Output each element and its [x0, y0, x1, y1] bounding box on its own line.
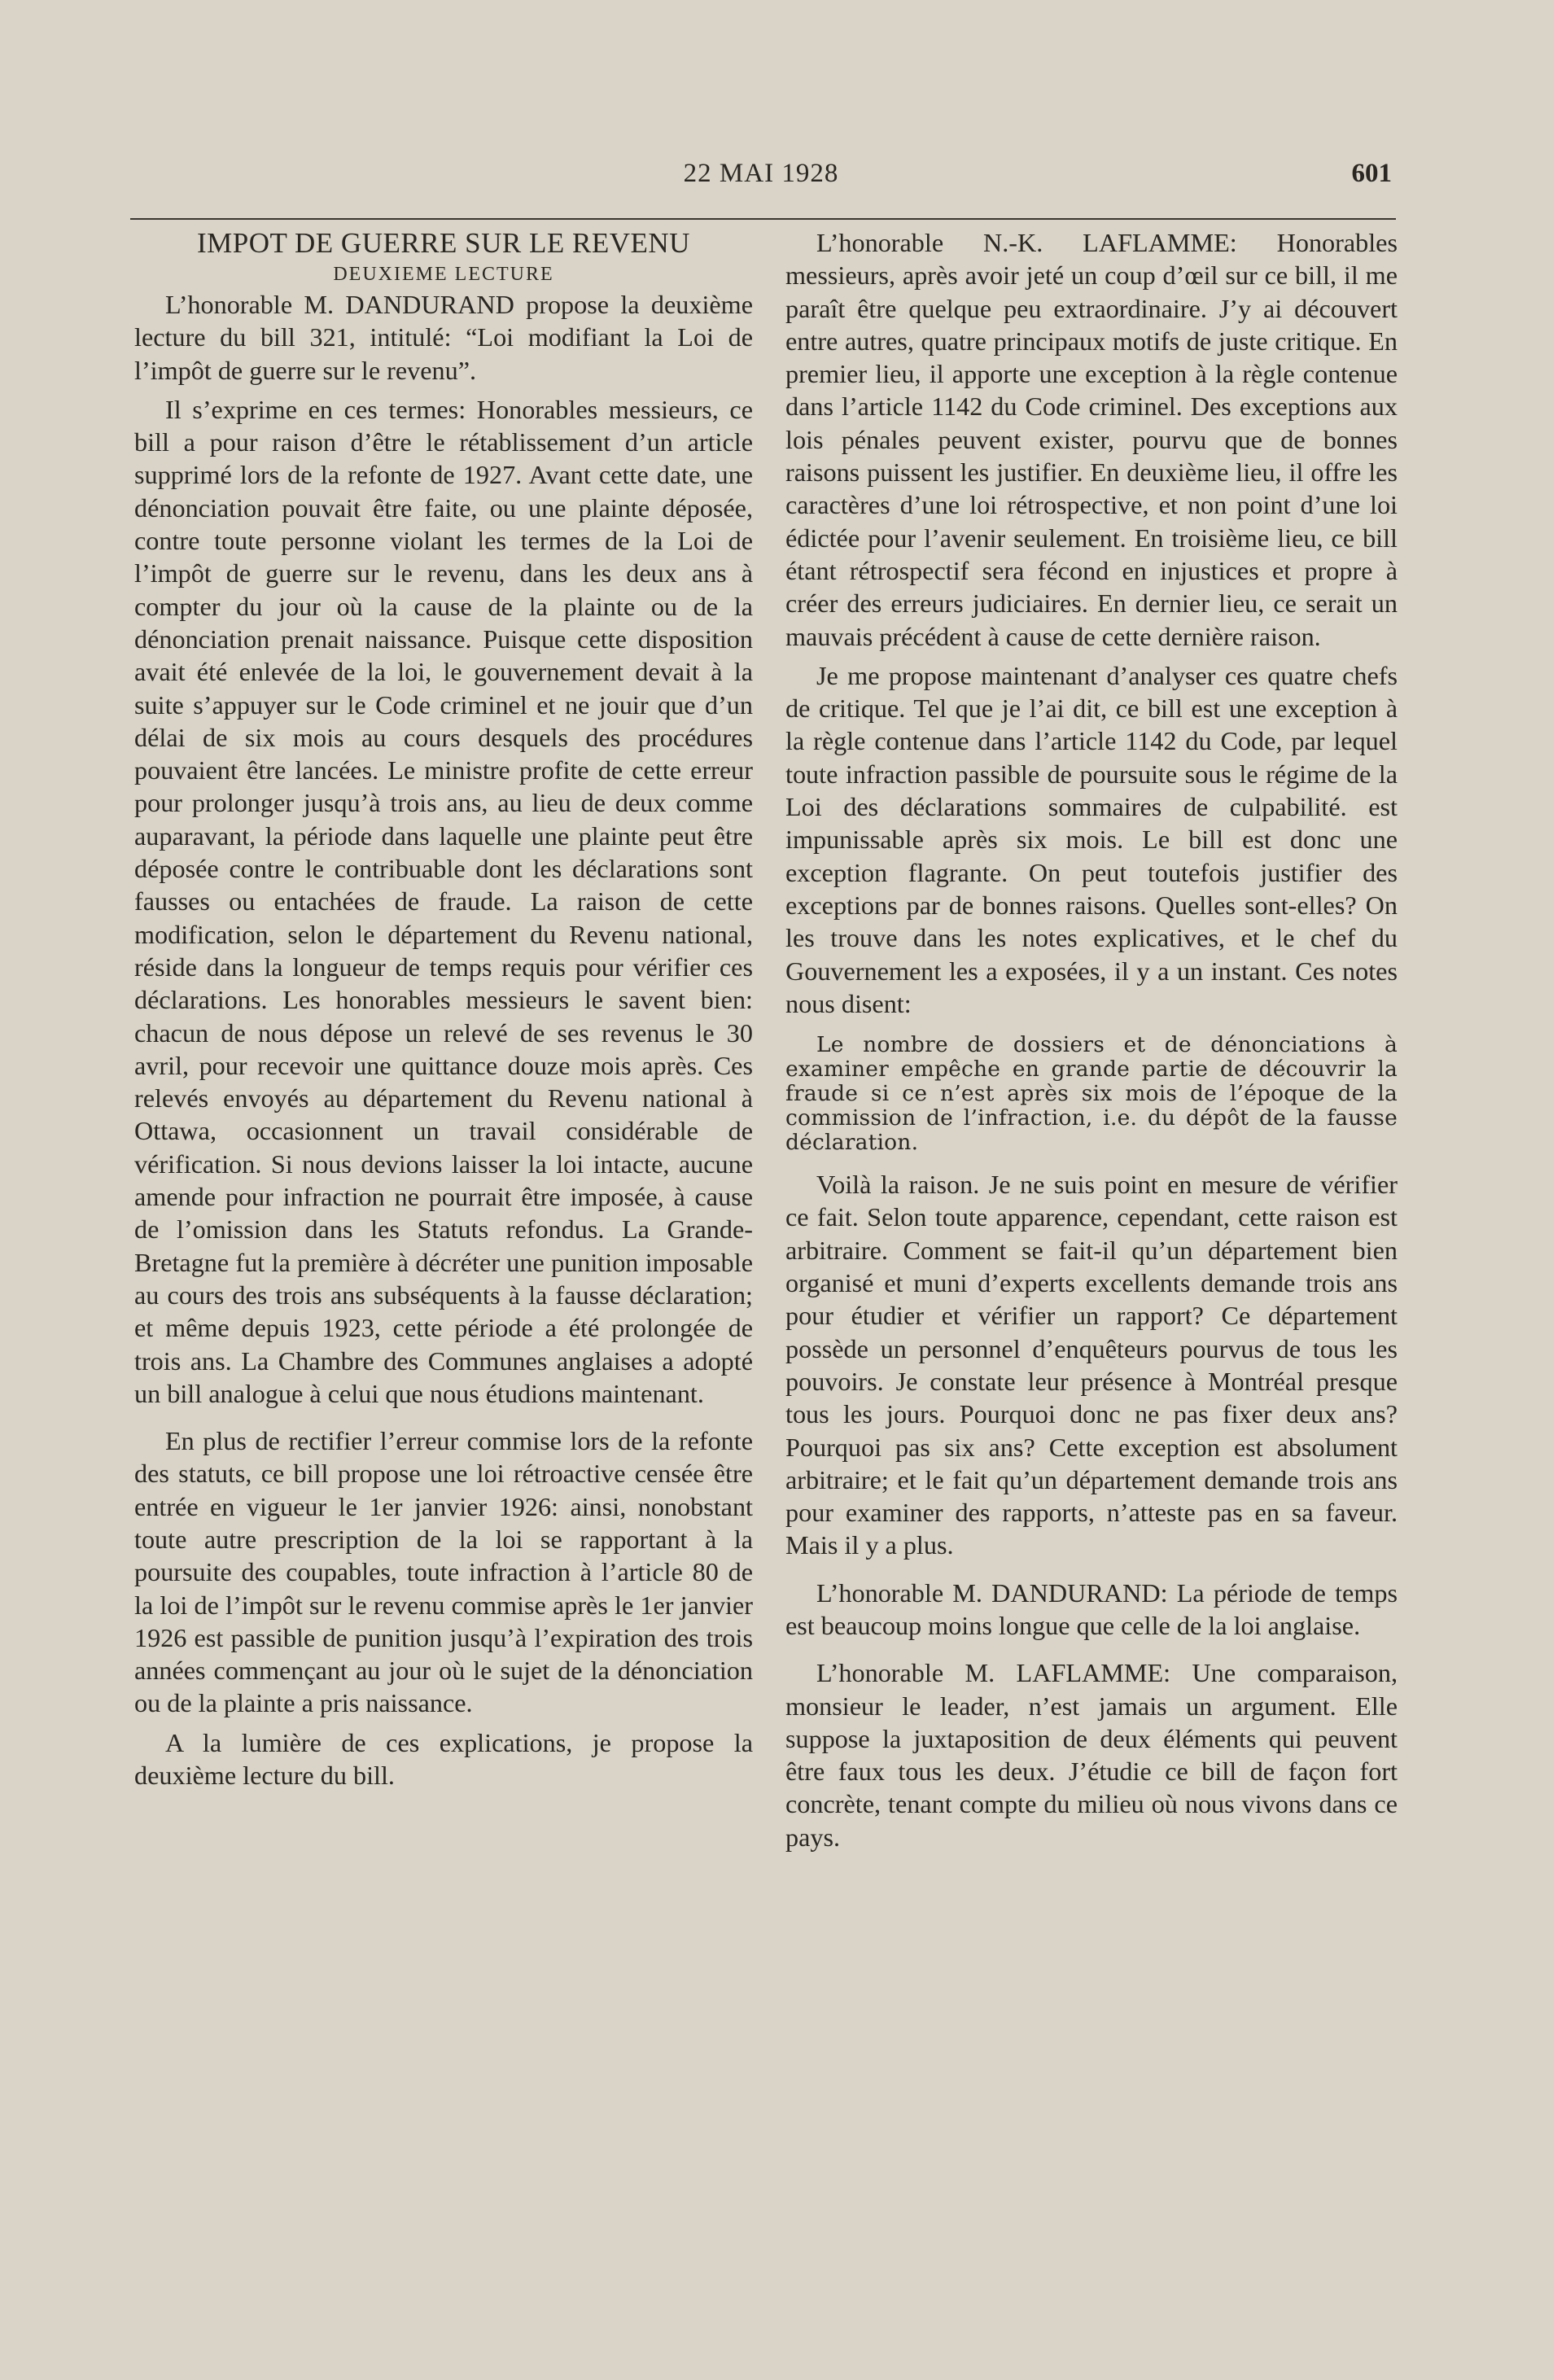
block-quote: Le nombre de dossiers et de dénonciations à examiner empêche en grande partie de découvrir la fraude si ce n’est après six mois de l’époque de la commission de l’infraction, i.e. du dépôt de la fausse déclaration. — [785, 1032, 1398, 1156]
paragraph: L’honorable N.-K. LAFLAMME: Honorables messieurs, après avoir jeté un coup d’œil sur ce bill, il me paraît être quelque peu extraordinaire. J’y ai découvert entre autres, quatre principaux motifs de juste critique. En premier lieu, il apporte une exception à la règle contenue dans l’article 1142 du Code criminel. Des exceptions aux lois pénales peuvent exister, pourvu que de bonnes raisons puissent les justifier. En deuxième lieu, il offre les caractères d’une loi rétrospective, et non point d’une loi édictée pour l’avenir seulement. En troisième lieu, ce bill étant rétrospectif sera fécond en injustices et propre à créer des erreurs judiciaires. En dernier lieu, ce serait un mauvais précédent à cause de cette dernière raison. — [785, 228, 1398, 651]
paragraph: Je me propose maintenant d’analyser ces quatre chefs de critique. Tel que je l’ai dit, ce bill est une exception à la règle contenue dans l’article 1142 du Code, par lequel toute infraction passible de poursuite sous le régime de la Loi des déclarations sommaires de culpabilité. est impunissable après six mois. Le bill est donc une exception flagrante. On peut toutefois justifier des exceptions par de bonnes raisons. Quelles sont-elles? On les trouve dans les notes explicatives, et le chef du Gouvernement les a exposées, il y a un instant. Ces notes nous disent: — [785, 660, 1398, 1018]
paragraph: Il s’exprime en ces termes: Honorables messieurs, ce bill a pour raison d’être le rétablissement d’un article supprimé lors de la refonte de 1927. Avant cette date, une dénonciation pouvait être faite, ou une plainte déposée, contre toute personne violant les termes de la Loi de l’impôt de guerre sur le revenu, dans les deux ans à compter du jour où la cause de la plainte ou de la dénonciation prenait naissance. Puisque cette disposition avait été enlevée de la loi, le gouvernement devait à la suite s’appuyer sur le Code criminel et ne jouir que d’un délai de six mois au cours desquels des procédures pouvaient être lancées. Le ministre profite de cette erreur pour prolonger jusqu’à trois ans, au lieu de deux comme auparavant, la période dans laquelle une plainte peut être déposée contre le contribuable dont les déclarations sont fausses ou entachées de fraude. La raison de cette modification, selon le département du Revenu national, réside dans la longueur de temps requis pour vérifier ces déclarations. Les honorables messieurs le savent bien: chacun de nous dépose un relevé de ses revenus le 30 avril, pour recevoir une quittance douze mois après. Ces relevés envoyés au département du Revenu national à Ottawa, occasionnent un travail considérable de vérification. Si nous devions laisser la loi intacte, aucune amende pour infraction ne pourrait être imposée, à cause de l’omission dans les Statuts refondus. La Grande-Bretagne fut la première à décréter une punition imposable au cours des trois ans subséquents à la fausse déclaration; et même depuis 1923, cette période a été prolongée de trois ans. La Chambre des Communes anglaises a adopté un bill analogue à celui que nous étudions maintenant. — [134, 394, 753, 1408]
header-date: 22 MAI 1928 — [683, 159, 839, 188]
paragraph: L’honorable M. DANDURAND: La période de temps est beaucoup moins longue que celle de la loi anglaise. — [785, 1577, 1398, 1640]
paragraph: A la lumière de ces explications, je propose la deuxième lecture du bill. — [134, 1727, 753, 1791]
page-number: 601 — [1351, 159, 1392, 188]
section-subtitle: DEUXIEME LECTURE — [333, 264, 554, 285]
left-column — [134, 226, 753, 1792]
right-column — [785, 226, 1398, 1853]
paragraph: L’honorable M. DANDURAND propose la deuxième lecture du bill 321, intitulé: “Loi modifiant la Loi de l’impôt de guerre sur le revenu”. — [134, 290, 753, 385]
paragraph: En plus de rectifier l’erreur commise lors de la refonte des statuts, ce bill propose une loi rétroactive censée être entrée en vigueur le 1er janvier 1926: ainsi, nonobstant toute autre prescription de la loi se rapportant à la poursuite des coupables, toute infraction à l’article 80 de la loi de l’impôt sur le revenu commise après le 1er janvier 1926 est passible de punition jusqu’à l’expiration des trois années commençant au jour où le sujet de la dénonciation ou de la plainte a pris naissance. — [134, 1426, 753, 1718]
page-header — [130, 159, 1392, 199]
header-rule — [130, 218, 1396, 220]
paragraph: L’honorable M. LAFLAMME: Une comparaison, monsieur le leader, n’est jamais un argument. Elle suppose la juxtaposition de deux éléments qui peuvent être faux tous les deux. J’étudie ce bill de façon fort concrète, tenant compte du milieu où nous vivons dans ce pays. — [785, 1658, 1398, 1852]
paragraph: Voilà la raison. Je ne suis point en mesure de vérifier ce fait. Selon toute apparence, cependant, cette raison est arbitraire. Comment se fait-il qu’un département bien organisé et muni d’experts excellents demande trois ans pour étudier et vérifier un rapport? Ce département possède un personnel d’enquêteurs pourvus de tous les pouvoirs. Je constate leur présence à Montréal presque tous les jours. Pourquoi donc ne pas fixer deux ans? Pourquoi pas six ans? Cette exception est absolument arbitraire; et le fait qu’un département demande trois ans pour examiner des rapports, n’atteste pas en sa faveur. Mais il y a plus. — [785, 1170, 1398, 1560]
section-title: IMPOT DE GUERRE SUR LE REVENU — [197, 227, 690, 259]
